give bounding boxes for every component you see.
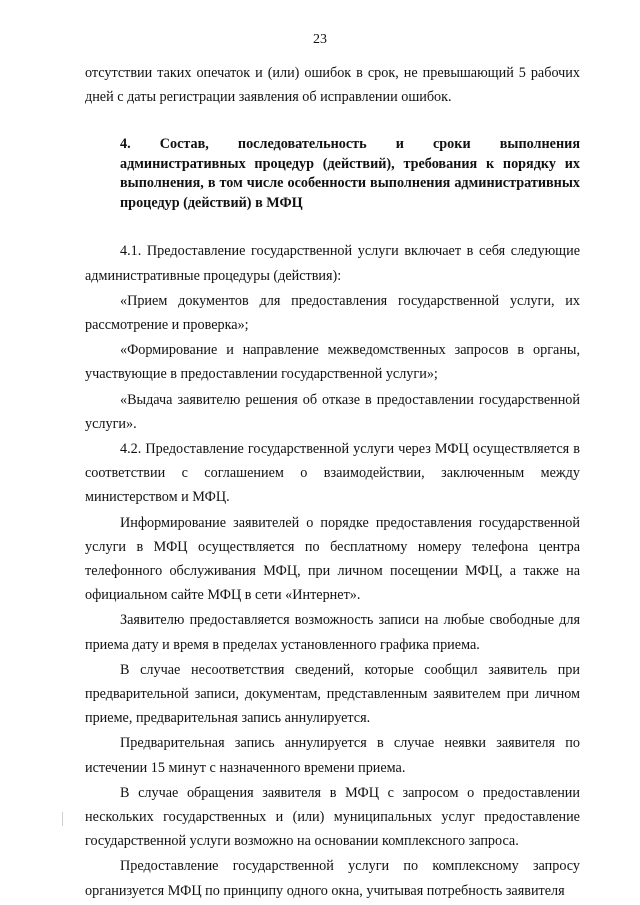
paragraph-one-window: Предоставление государственной услуги по комплексному запросу организуется МФЦ по принципу одного окна, учитывая потребность заявителя xyxy=(85,858,580,899)
paragraph-complex-request: В случае обращения заявителя в МФЦ с запросом о предоставлении нескольких государственных и (или) муниципальных услуг предоставление государственной услуги возможно на основании комплексного запроса. xyxy=(85,784,580,850)
paragraph-4-2: 4.2. Предоставление государственной услуги через МФЦ осуществляется в соответствии с соглашением о взаимодействии, заключенным между министерством и МФЦ. xyxy=(85,441,580,506)
procedure-item-2: «Формирование и направление межведомственных запросов в органы, участвующие в предоставлении государственной услуги»; xyxy=(85,342,580,383)
procedure-item-1: «Прием документов для предоставления государственной услуги, их рассмотрение и проверка»; xyxy=(85,292,580,334)
paragraph-no-show: Предварительная запись аннулируется в случае неявки заявителя по истечении 15 минут с назначенного времени приема. xyxy=(85,735,580,776)
paragraph-informing: Информирование заявителей о порядке предоставления государственной услуги в МФЦ осуществляется по бесплатному номеру телефона центра телефонного обслуживания МФЦ, при личном посещении МФЦ, а также на официальном сайте МФЦ в сети «Интернет». xyxy=(85,514,580,604)
page-number: 23 xyxy=(313,32,327,47)
paragraph-4-1: 4.1. Предоставление государственной услуги включает в себя следующие административные процедуры (действия): xyxy=(85,243,580,284)
paragraph-appointment: Заявителю предоставляется возможность записи на любые свободные для приема дату и время в пределах установленного графика приема. xyxy=(85,612,580,653)
paragraph-mismatch: В случае несоответствия сведений, которые сообщил заявитель при предварительной записи, документам, представленным заявителем при личном приеме, предварительная запись аннулируется. xyxy=(85,661,580,727)
section-heading: 4. Состав, последовательность и сроки выполнения административных процедур (действий), требования к порядку их выполнения, в том числе особенности выполнения административных процедур (действий) в МФЦ xyxy=(120,136,580,211)
scan-margin-mark xyxy=(62,812,63,826)
procedure-item-3: «Выдача заявителю решения об отказе в предоставлении государственной услуги». xyxy=(85,391,580,432)
intro-paragraph: отсутствии таких опечаток и (или) ошибок в срок, не превышающий 5 рабочих дней с даты регистрации заявления об исправлении ошибок. xyxy=(85,65,580,106)
document-body xyxy=(85,61,580,903)
